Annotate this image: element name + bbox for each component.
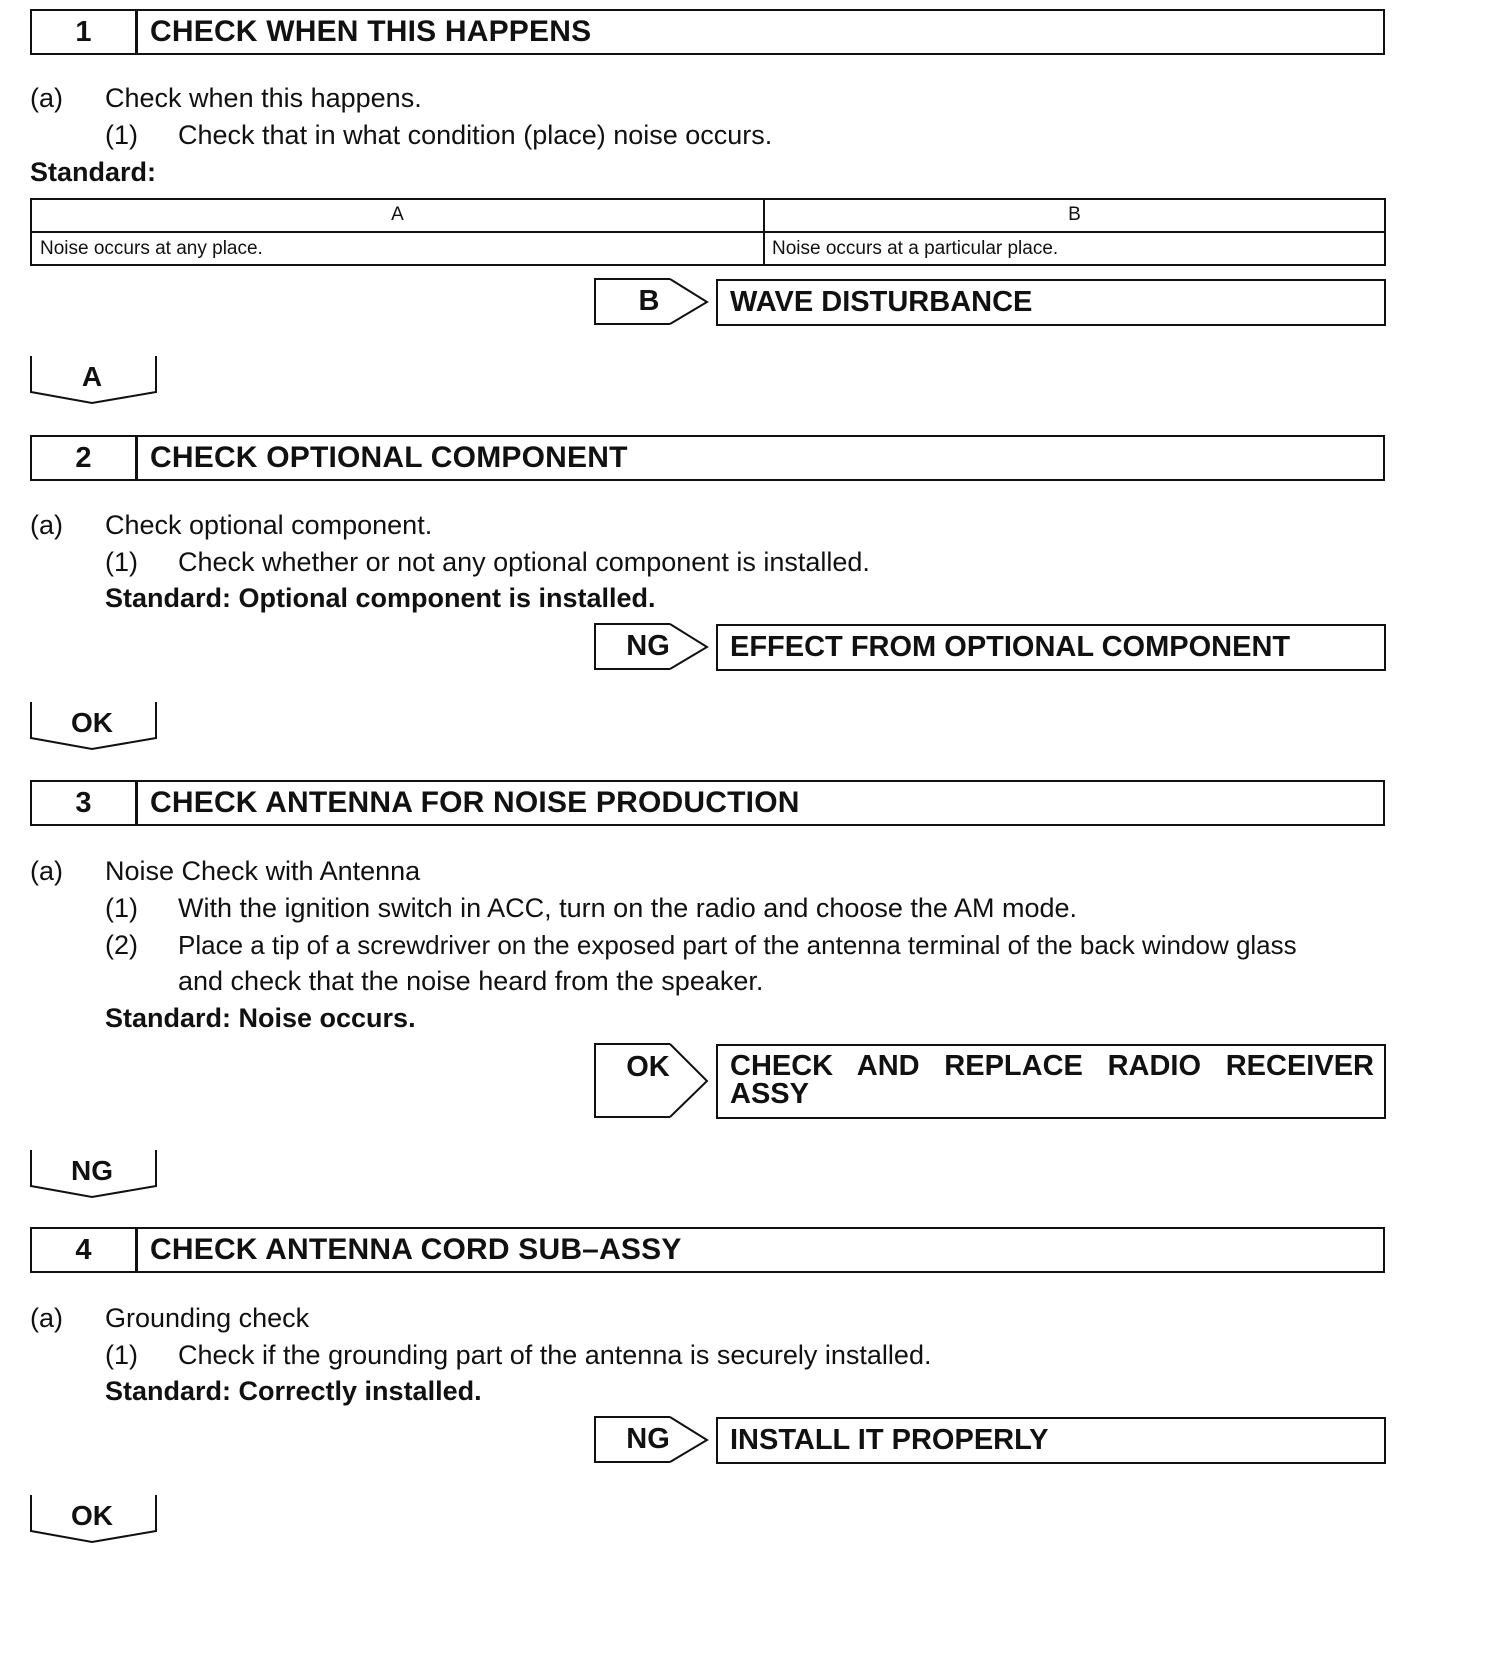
result-box: WAVE DISTURBANCE <box>716 279 1386 326</box>
step-number: 2 <box>32 437 138 479</box>
item-text: Check if the grounding part of the antenna is securely installed. <box>178 1340 932 1370</box>
result-tag-ok <box>594 1043 714 1119</box>
item-label: (1) <box>105 893 138 923</box>
result-tag-label: NG <box>626 630 670 662</box>
step-title: CHECK OPTIONAL COMPONENT <box>150 441 628 474</box>
step-title: CHECK ANTENNA FOR NOISE PRODUCTION <box>150 786 800 819</box>
item-text: Check whether or not any optional component is installed. <box>178 547 870 577</box>
item-text: With the ignition switch in ACC, turn on the radio and choose the AM mode. <box>178 893 1077 923</box>
standard-text: Standard: Optional component is installed. <box>105 583 656 613</box>
result-tag-b <box>594 278 714 326</box>
continue-tag-label: A <box>81 361 103 392</box>
result-tag-label: OK <box>626 1051 670 1083</box>
standard-text: Standard: Correctly installed. <box>105 1376 482 1406</box>
item-label: (1) <box>105 547 138 577</box>
step-title: CHECK WHEN THIS HAPPENS <box>150 15 592 48</box>
result-box: EFFECT FROM OPTIONAL COMPONENT <box>716 624 1386 671</box>
sub-item-text: Check optional component. <box>105 510 433 540</box>
continue-tag-ng <box>30 1149 160 1199</box>
step-4-header <box>30 1227 1385 1273</box>
item-text: Place a tip of a screwdriver on the exposed part of the antenna terminal of the back window glass <box>178 930 1297 960</box>
sub-item-label: (a) <box>30 1303 63 1333</box>
result-text-line: ASSY <box>730 1078 809 1110</box>
item-text: Check that in what condition (place) noise occurs. <box>178 120 773 150</box>
sub-item-label: (a) <box>30 856 63 886</box>
sub-item-label: (a) <box>30 83 63 113</box>
sub-item-label: (a) <box>30 510 63 540</box>
item-label: (1) <box>105 120 138 150</box>
sub-item-text: Noise Check with Antenna <box>105 856 421 886</box>
result-tag-ng <box>594 623 714 671</box>
step-1-header <box>30 9 1385 55</box>
table-cell-b: Noise occurs at a particular place. <box>772 238 1059 259</box>
standard-label: Standard: <box>30 157 157 187</box>
table-header-b: B <box>1068 204 1081 225</box>
continue-tag-label: NG <box>71 1155 113 1186</box>
step-2-header <box>30 435 1385 481</box>
step-3-header <box>30 780 1385 826</box>
item-text-continued: and check that the noise heard from the speaker. <box>178 966 764 996</box>
continue-tag-a <box>30 355 160 405</box>
result-box <box>716 1044 1386 1119</box>
continue-tag-label: OK <box>71 1500 113 1531</box>
step-number: 3 <box>32 782 138 824</box>
standard-table <box>30 198 1386 266</box>
continue-tag-ok <box>30 1494 160 1544</box>
result-tag-ng <box>594 1416 714 1464</box>
continue-tag-label: OK <box>71 707 113 738</box>
table-divider <box>32 231 1384 233</box>
result-text-line: CHECK AND REPLACE RADIO RECEIVER <box>730 1050 1374 1082</box>
sub-item-text: Check when this happens. <box>105 83 422 113</box>
result-tag-label: NG <box>626 1423 670 1455</box>
standard-text: Standard: Noise occurs. <box>105 1003 416 1033</box>
step-number: 1 <box>32 11 138 53</box>
item-label: (2) <box>105 930 138 960</box>
step-number: 4 <box>32 1229 138 1271</box>
table-header-a: A <box>391 204 404 225</box>
step-title: CHECK ANTENNA CORD SUB–ASSY <box>150 1233 682 1266</box>
sub-item-text: Grounding check <box>105 1303 310 1333</box>
table-cell-a: Noise occurs at any place. <box>40 238 263 259</box>
result-tag-label: B <box>638 285 660 317</box>
item-label: (1) <box>105 1340 138 1370</box>
continue-tag-ok <box>30 701 160 751</box>
result-box: INSTALL IT PROPERLY <box>716 1417 1386 1464</box>
